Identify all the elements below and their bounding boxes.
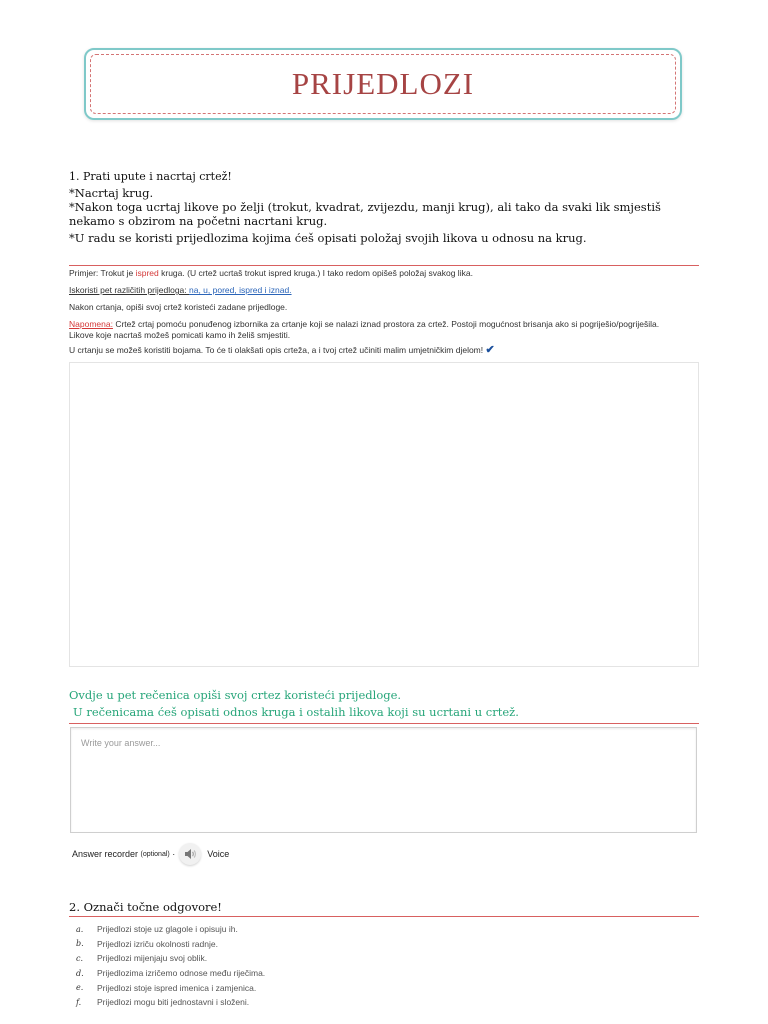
prepositions-prefix: Iskoristi pet različitih prijedloga:: [69, 285, 189, 295]
option-letter: c.: [76, 953, 84, 963]
option-row[interactable]: [76, 951, 676, 966]
instruction-line: *Nakon toga ucrtaj likove po želji (trokut, kvadrat, zvijezdu, manji krug), ali tako da svaki lik smjestiš: [69, 200, 661, 214]
option-letter: f.: [76, 997, 82, 1007]
option-row[interactable]: [76, 937, 676, 952]
title-box: [84, 48, 682, 120]
option-text: Prijedlozi izriču okolnosti radnje.: [97, 938, 218, 949]
example-highlight: ispred: [135, 268, 159, 278]
recorder-optional: (optional): [140, 850, 170, 858]
describe-line-1: Ovdje u pet rečenica opiši svoj crtez koristeći prijedloge.: [69, 688, 402, 702]
option-text: Prijedlozi stoje uz glagole i opisuju ih.: [97, 924, 238, 935]
divider: [69, 265, 699, 266]
answer-recorder: [72, 843, 229, 865]
option-text: Prijedlozima izričemo odnose među riječima.: [97, 968, 266, 979]
speaker-icon[interactable]: [179, 843, 201, 865]
example-prefix: Primjer: Trokut je: [69, 268, 136, 278]
instruction-line: nekamo s obzirom na početni nacrtani krug.: [69, 214, 328, 228]
voice-label[interactable]: Voice: [207, 849, 230, 859]
prepositions-text: [69, 285, 699, 296]
note-body: Crtež crtaj pomoću ponuđenog izbornika za crtanje koji se nalazi iznad prostora za crtež. Postoji mogućnost brisanja ako si pogriješio/pogriješila.: [112, 319, 660, 329]
divider: [69, 916, 699, 917]
example-text: [69, 268, 699, 279]
describe-line-2: U rečenicama ćeš opisati odnos kruga i ostalih likova koji su ucrtani u crtež.: [73, 705, 519, 719]
task2-options: [76, 922, 676, 1010]
option-row[interactable]: [76, 995, 676, 1010]
option-letter: d.: [76, 968, 84, 978]
prepositions-list: na, u, pored, ispred i iznad.: [189, 285, 292, 295]
divider: [69, 723, 699, 724]
option-text: Prijedlozi stoje ispred imenica i zamjenica.: [97, 982, 257, 993]
option-letter: a.: [76, 924, 84, 934]
check-icon: ✔: [485, 344, 495, 356]
instruction-line: *Nacrtaj krug.: [69, 186, 154, 200]
task1-instructions: [69, 170, 699, 245]
recorder-label: Answer recorder: [72, 849, 139, 859]
option-row[interactable]: [76, 980, 676, 995]
option-text: Prijedlozi mijenjaju svoj oblik.: [97, 953, 208, 964]
answer-textarea[interactable]: [70, 727, 697, 833]
recorder-separator: ·: [172, 849, 176, 859]
example-suffix: kruga. (U crtež ucrtaš trokut ispred kruga.) I tako redom opišeš položaj svakog lika.: [158, 268, 473, 278]
option-row[interactable]: [76, 966, 676, 981]
task1-heading: 1. Prati upute i nacrtaj crtež!: [69, 170, 232, 183]
after-drawing-text: Nakon crtanja, opiši svoj crtež koristeći zadane prijedloge.: [69, 302, 288, 312]
note-body-2: Likove koje nacrtaš možeš pomicati kamo ih želiš smjestiti.: [69, 330, 291, 340]
page-title: PRIJEDLOZI: [291, 66, 475, 101]
task2-heading: 2. Označi točne odgovore!: [69, 900, 222, 914]
option-row[interactable]: [76, 922, 676, 937]
title-inner-border: [90, 54, 676, 114]
note-text: [69, 319, 699, 341]
option-letter: b.: [76, 939, 84, 949]
colors-text: [69, 345, 699, 356]
option-text: Prijedlozi mogu biti jednostavni i složeni.: [97, 997, 250, 1008]
colors-body: U crtanju se možeš koristiti bojama. To će ti olakšati opis crteža, a i tvoj crtež učiniti malim umjetničkim djelom!: [69, 345, 484, 355]
drawing-canvas[interactable]: [69, 362, 699, 667]
note-label: Napomena:: [69, 319, 113, 329]
instruction-line: *U radu se koristi prijedlozima kojima ćeš opisati položaj svojih likova u odnosu na krug.: [69, 231, 587, 245]
option-letter: e.: [76, 983, 84, 993]
